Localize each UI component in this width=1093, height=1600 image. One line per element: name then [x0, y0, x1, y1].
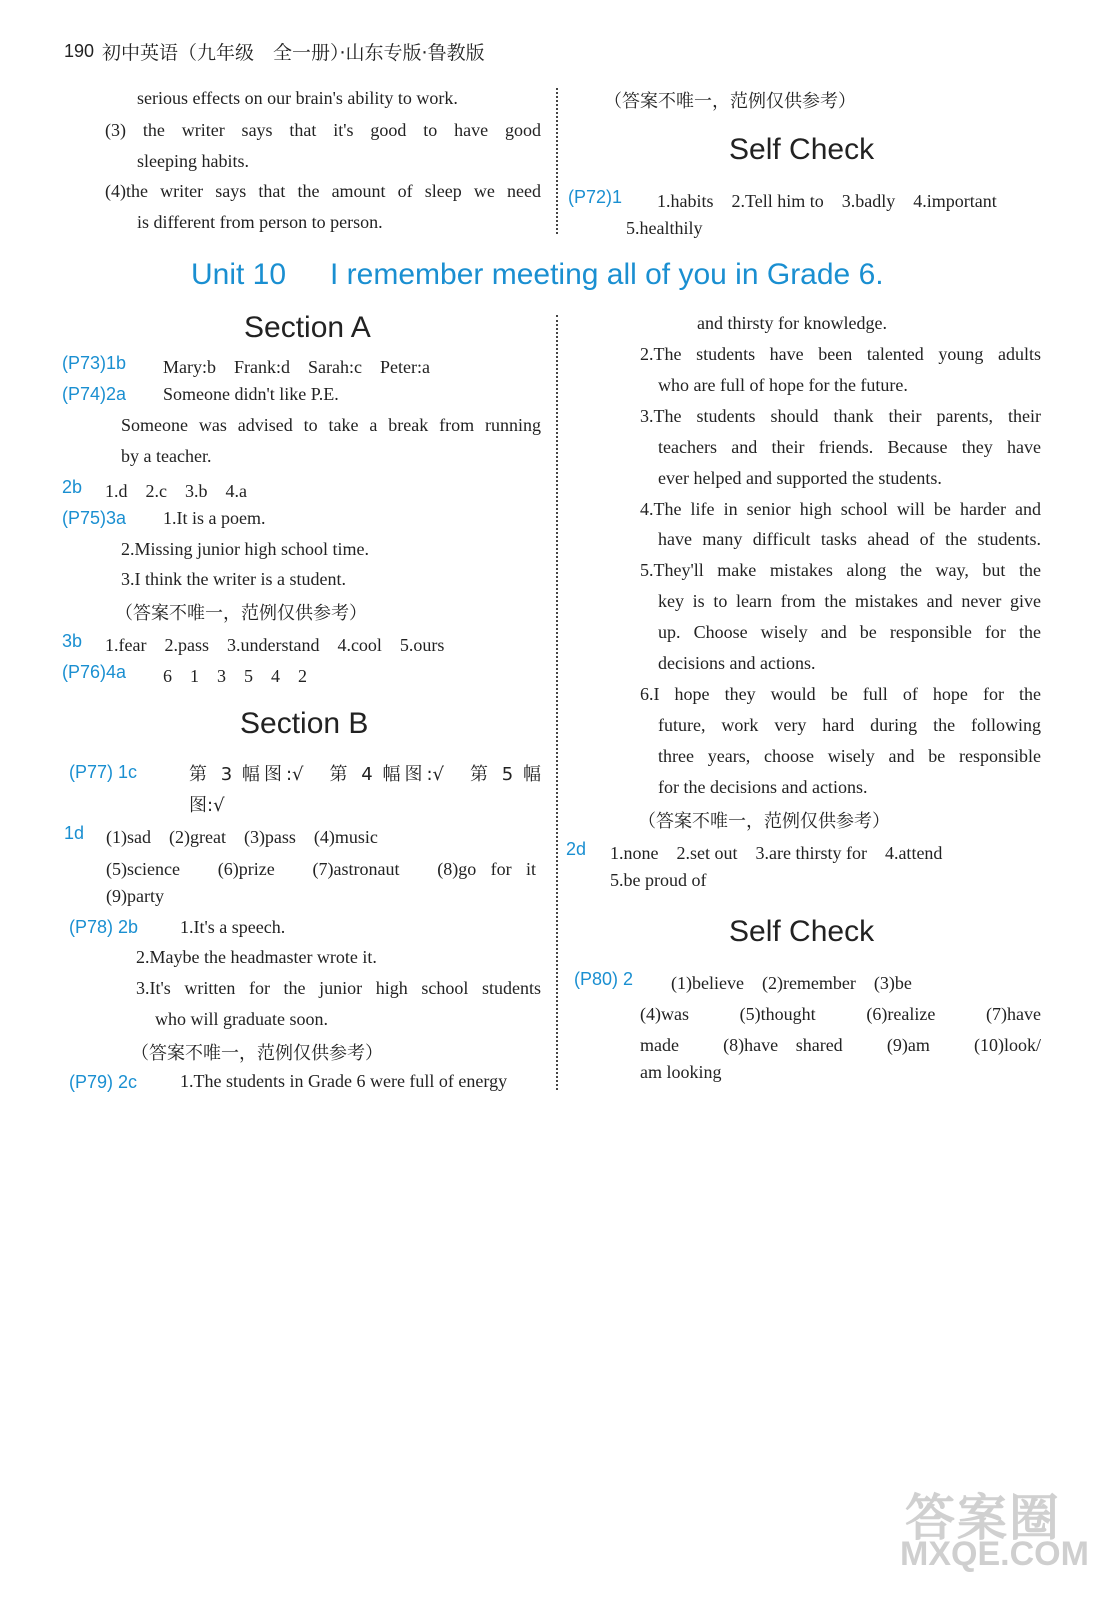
answer-line: who are full of hope for the future. — [658, 375, 908, 395]
column-divider — [556, 88, 558, 234]
answer-line: 1.fear 2.pass 3.understand 4.cool 5.ours — [105, 635, 445, 655]
answer-line: 图:√ — [189, 795, 225, 816]
answer-line: 2.Maybe the headmaster wrote it. — [136, 947, 377, 967]
answer-line: Someone was advised to take a break from running — [121, 415, 541, 435]
exercise-label: (P76)4a — [62, 662, 127, 682]
section-a-heading: Section A — [244, 311, 371, 344]
exercise-label: (P78) 2b — [69, 917, 139, 937]
answer-line: for the decisions and actions. — [658, 777, 868, 797]
answer-line: 1.habits 2.Tell him to 3.badly 4.important — [657, 191, 997, 211]
answer-line: up. Choose wisely and be responsible for the — [658, 622, 1041, 642]
exercise-label: (P77) 1c — [69, 762, 138, 782]
answer-note: （答案不唯一，范例仅供参考） — [131, 1043, 383, 1064]
answer-line: Someone didn't like P.E. — [163, 384, 339, 404]
answer-line: am looking — [640, 1062, 722, 1082]
unit-title: I remember meeting all of you in Grade 6. — [330, 258, 884, 291]
answer-line: 5.healthily — [626, 218, 703, 238]
answer-line: 4.The life in senior high school will be harder and — [640, 499, 1041, 519]
exercise-label: (P80) 2 — [574, 969, 634, 989]
exercise-label: (P73)1b — [62, 353, 127, 373]
answer-line: future, work very hard during the following — [658, 715, 1041, 735]
answer-line: key is to learn from the mistakes and never give — [658, 591, 1041, 611]
answer-line: ever helped and supported the students. — [658, 468, 942, 488]
answer-line: (1)believe (2)remember (3)be — [671, 973, 912, 993]
answer-line: 5.They'll make mistakes along the way, but the — [640, 560, 1041, 580]
answer-line: teachers and their friends. Because they have — [658, 437, 1041, 457]
text-line: is different from person to person. — [137, 212, 383, 232]
answer-line: 2.The students have been talented young adults — [640, 344, 1041, 364]
answer-line: made (8)have shared (9)am (10)look/ — [640, 1035, 1041, 1055]
answer-line: 1.It is a poem. — [163, 508, 266, 528]
answer-line: and thirsty for knowledge. — [697, 313, 887, 333]
answer-line: three years, choose wisely and be responsible — [658, 746, 1041, 766]
section-b-heading: Section B — [240, 707, 369, 740]
answer-line: 2.Missing junior high school time. — [121, 539, 370, 559]
answer-line: 5.be proud of — [610, 870, 707, 890]
answer-line: who will graduate soon. — [155, 1009, 328, 1029]
exercise-label: 2b — [62, 477, 83, 497]
column-divider — [556, 315, 558, 1090]
exercise-label: 2d — [566, 839, 587, 859]
answer-line: (9)party — [106, 886, 164, 906]
watermark-logo: 答案圈 — [905, 1490, 1061, 1546]
self-check-heading: Self Check — [729, 915, 875, 948]
answer-line: 6 1 3 5 4 2 — [163, 666, 307, 686]
text-line: (3) the writer says that it's good to have good — [105, 120, 541, 140]
answer-line: 6.I hope they would be full of hope for the — [640, 684, 1041, 704]
answer-line: 3.I think the writer is a student. — [121, 569, 346, 589]
answer-line: 1.d 2.c 3.b 4.a — [105, 481, 247, 501]
text-line: (4)the writer says that the amount of sleep we need — [105, 181, 541, 201]
answer-line: 3.It's written for the junior high school students — [136, 978, 541, 998]
text-line: serious effects on our brain's ability to work. — [137, 88, 458, 108]
answer-line: decisions and actions. — [658, 653, 816, 673]
exercise-label: (P74)2a — [62, 384, 127, 404]
answer-line: have many difficult tasks ahead of the students. — [658, 529, 1041, 549]
exercise-label: 3b — [62, 631, 83, 651]
answer-line: by a teacher. — [121, 446, 212, 466]
exercise-label: (P75)3a — [62, 508, 127, 528]
answer-line: 1.none 2.set out 3.are thirsty for 4.attend — [610, 843, 943, 863]
watermark-site: MXQE.COM — [900, 1535, 1089, 1573]
answer-line: (4)was (5)thought (6)realize (7)have — [640, 1004, 1041, 1024]
unit-number: Unit 10 — [191, 258, 287, 291]
book-title: 初中英语（九年级 全一册）·山东专版·鲁教版 — [102, 42, 485, 64]
exercise-label: (P72)1 — [568, 187, 623, 207]
text-line: sleeping habits. — [137, 151, 249, 171]
answer-line: 1.It's a speech. — [180, 917, 286, 937]
answer-note: （答案不唯一，范例仅供参考） — [115, 603, 367, 624]
answer-line: (1)sad (2)great (3)pass (4)music — [106, 827, 378, 847]
self-check-heading: Self Check — [729, 133, 875, 166]
answer-line: (5)science (6)prize (7)astronaut (8)go for it — [106, 859, 536, 879]
answer-line: 1.The students in Grade 6 were full of energy — [180, 1071, 508, 1091]
answer-line: 第 3 幅图:√ 第 4 幅图:√ 第 5 幅 — [189, 764, 541, 785]
answer-note: （答案不唯一，范例仅供参考） — [638, 811, 890, 832]
exercise-label: 1d — [64, 823, 85, 843]
answer-line: Mary:b Frank:d Sarah:c Peter:a — [163, 357, 430, 377]
exercise-label: (P79) 2c — [69, 1072, 138, 1092]
page-number: 190 — [64, 41, 95, 61]
answer-note: （答案不唯一，范例仅供参考） — [604, 91, 856, 112]
answer-line: 3.The students should thank their parents, their — [640, 406, 1041, 426]
